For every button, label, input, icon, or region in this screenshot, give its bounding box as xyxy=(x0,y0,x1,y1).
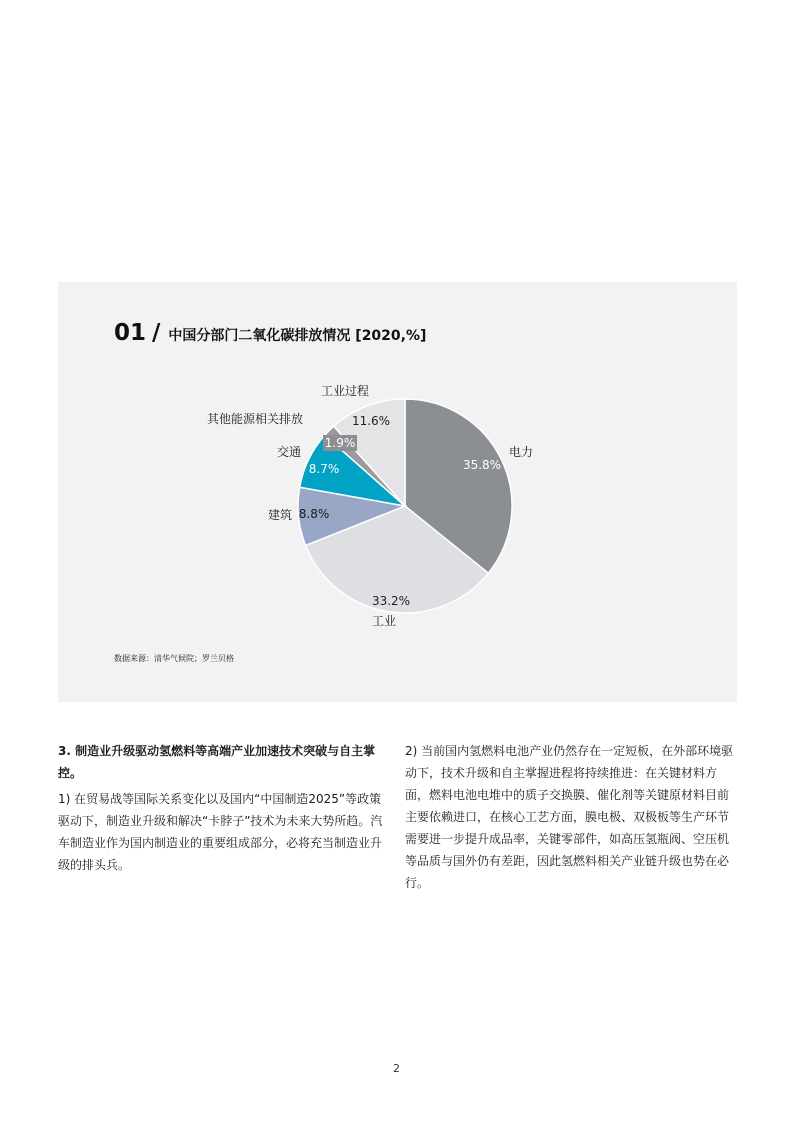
section-heading: 3. 制造业升级驱动氢燃料等高端产业加速技术突破与自主掌控。 xyxy=(58,744,376,780)
slice-value-label: 1.9% xyxy=(324,436,356,450)
slice-value-label: 8.7% xyxy=(308,462,340,476)
right-column xyxy=(405,740,738,894)
chart-source: 数据来源：清华气候院；罗兰贝格 xyxy=(114,654,234,663)
slice-category-label: 其他能源相关排放 xyxy=(206,412,303,426)
chart-panel xyxy=(58,282,737,702)
slice-value-label: 11.6% xyxy=(351,414,391,428)
slice-value-label: 8.8% xyxy=(298,507,330,521)
slice-category-label: 工业 xyxy=(371,614,397,628)
slice-category-label: 交通 xyxy=(276,445,302,459)
left-paragraph: 1) 在贸易战等国际关系变化以及国内“中国制造2025”等政策驱动下，制造业升级和解决“卡脖子”技术为未来大势所趋。汽车制造业作为国内制造业的重要组成部分，必将充当制造业升级的排头兵。 xyxy=(58,792,383,872)
chart-slash: / xyxy=(152,320,161,346)
right-paragraph: 2) 当前国内氢燃料电池产业仍然存在一定短板，在外部环境驱动下，技术升级和自主掌握进程将持续推进：在关键材料方面，燃料电池电堆中的质子交换膜、催化剂等关键原材料目前主要依赖进口，在核心工艺方面，膜电极、双极板等生产环节需要进一步提升成品率，关键零部件，如高压氢瓶阀、空压机等品质与国外仍有差距，因此氢燃料相关产业链升级也势在必行。 xyxy=(405,744,734,890)
slice-value-label: 35.8% xyxy=(462,458,502,472)
slice-category-label: 工业过程 xyxy=(320,384,370,398)
left-column xyxy=(58,740,388,876)
slice-value-label: 33.2% xyxy=(371,594,411,608)
chart-title-text: 中国分部门二氧化碳排放情况 [2020,%] xyxy=(168,328,427,344)
chart-number: 01 xyxy=(114,320,147,346)
pie-chart xyxy=(58,282,737,702)
slice-category-label: 电力 xyxy=(508,445,534,459)
slice-category-label: 建筑 xyxy=(267,508,293,522)
page-number: 2 xyxy=(393,1062,400,1075)
